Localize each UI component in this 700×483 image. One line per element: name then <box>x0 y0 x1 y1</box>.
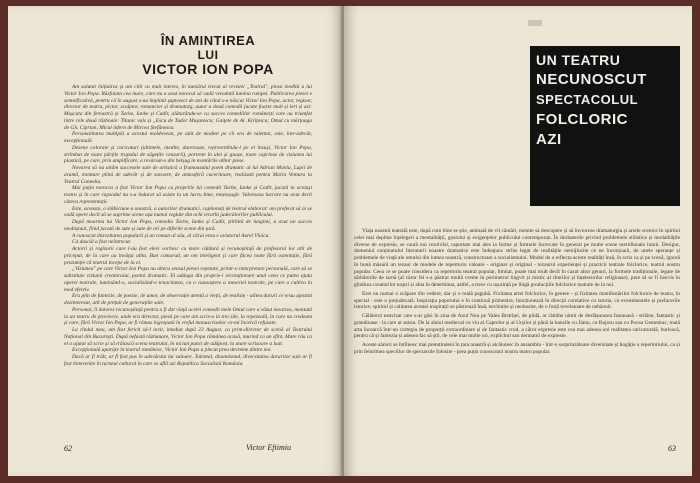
author-signature: Victor Eftimiu <box>246 443 291 452</box>
paper-stain <box>528 20 542 26</box>
paragraph: Este nu numai o scăpare din vedere, dar și o reală pagubă. Fixitatea artei folclorice, în genere - și fixitatea manifestărilor folclorice de teatru, în special - este o prejudecată. Inspirația poporului e în continuă primenire, funcționează în direcții corelative cu istoria, cu evenimentele și prefacerile istorice; spiritul și calitatea acestei inspirații se păstrează însă, neclintite și neobosite, de o forță revelatoare de nebănuit. <box>354 290 680 311</box>
heading-line-1: ÎN AMINTIREA <box>160 33 256 48</box>
paragraph: Mai puțin norocos a fost Victor Ion Popa cu propriile lui comedii Tache, Ianke și Cadîr, jucată la același teatru și în care rapsodul nu s-a îndurat să asiste la un lucru bine, meșteșugit. Valoroasa lucrare nu avut decît câteva reprezentații. <box>64 185 312 205</box>
paragraph: Viața noastră teatrală este, după cum bine se știe, animată de vii căutări, menite să descopere și să învioreze dramaturgia și artele scenice în spiritul celei mai depline înțelegeri a mentalității, gustului și exigențelor publicului contemporan. În dezbaterile privind problemele stilistice și modalitățile diverse de expresie, se caută noi rezolvări, raportate mai ales la forme și formule încercate în general pe multe scene meridionale lumii. Desigur, domeniul conținutului literaturii noastre dramatice este îndeajuns strîns legat de realitățile nemijlocite ce ne înconjoară, de unele speranțe și problemele de viață ale omului din lumea noastră, constructoare a socialismului. Modul de a reflecta aceste realități însă, în scris ca și pe scenă, ignoră în bună măsură un tezaur de modele de repertoriu valoare - originar și original - tezaurul experienței și practicii teatrale folclorice, teatrul nostru popular. Ceea ce se poate considera ca repertoriu teatral popular, limitat, poate mai mult decît în cazul altor genuri, la formele tradiționale, legate de sărbătorile de iarnă (al căror fel s-a păstrat multă vreme în perimetrul lingvit și mistic al riturilor și înțelesurilor religioase), pare să se fi înscris în gîndirea creatorilor noștri și abia în determinat, astfel, a trece cu ușurință pe lîngă producțiile folclorice teatrale de la noi. <box>354 228 680 288</box>
paragraph: Am salutat inițiativa și am citit cu mult interes, în numărul trecut al revistei „Teatrul", piesa inedită a lui Victor Ion Popa. Răsfoiam cea mare, care nu a avut norocul să vadă vreodată lumina rampei. Publicarea piesei e semnificativă, pentru că în august s-au împlinit șaptezeci de ani de când s-a născut Victor Ion Popa, actor, regizor, director de teatru, pictor, sculptor, romancier și dramaturg, autor a două comedii jucate foarte mult și ieri și azi: Mușcata din fereastră și Tache, Ianke și Cadîr, alăturându-se cu succes comediilor românești care au triumfat între cele două războaie: Titanic vals și „Escu de Tudor Mușatescu; Gaițele de Al. Kirițescu; Omul cu mârțoaga de Gh. Ciprian, Micul infern de Mircea Ștefănescu. <box>64 84 312 131</box>
heading-line-3: VICTOR ION POPA <box>142 61 274 77</box>
paragraph: Excepțională apariție în teatrul românesc, Victor Ion Popa a plecat prea devreme dintre noi. <box>72 347 272 354</box>
article-heading <box>118 34 298 76</box>
paragraph: Novarea să nu uităm succesele sale de artistică a frumoasului poem dramatic al lui Adrian Maniu, Lupii de aramă, montare plină de adevăr și de savoare, de atmosferă cuceritoare, realizată pentru Maria Ventura la Teatrul Comedia. <box>64 165 312 185</box>
headline-line-4: FOLCLORIC <box>536 111 628 128</box>
paragraph: Ca dascăl a fost neîntrecut. <box>72 239 132 246</box>
paragraph: Este, aceasta, o slăbiciune a noastră, a autorilor dramatici, capitonați de teatrul elaborat: am preferat să ni se vadă opere decît să se suprime scene așa numai reglate din ochi ierarhi judecătorilor publicului. <box>64 205 312 219</box>
paragraph: Personal, îl datorez recunoștință pentru a fi dat viață acelei comedii mele Omul care a văzut moartea, montată la un teatru de provincie, unde era director, piesă pe care am scris-o în trei zile, la repezeală, în care nu credeam și care, fără Victor Ion Popa, ar fi rămas îngropată în vreful manuscriselor ce-mi încercă refuzate. <box>64 306 312 327</box>
paragraph: Era plin de fantezie, de poezie, de umor, de observație atentă a vieții, de realism - atîtea daruri ce erau apostat dezinteresat, atît de prețuit de generațiile sale. <box>64 293 312 306</box>
headline-line-3: SPECTACOLUL <box>536 92 639 107</box>
right-page <box>344 6 692 476</box>
paragraph: Personalitatea multiplă a acestui moldovean, pe atât de modest pe cît era de talentat, este, într-adevăr, excepțională. <box>64 131 312 144</box>
paragraph: „Viziunea" pe care Victor Ion Popa nu altera sensul piesei repetate, printr-o interpretare personală, care să se substituie viziunii creatorului, poetul dramatic. El adăuga din proprie-i recreaționare unul ceea ce putea ajuta operei teatrale, luminând-o, socializând-o tenacitatea, cu o cunoaștere a meseriei teatrale, pe care o cultiva în mod efectiv. <box>64 266 312 293</box>
article-headline-box <box>530 46 680 206</box>
left-article-body <box>64 84 312 436</box>
paragraph: Actorii și regizorii care l-au fost elevi vorbesc cu mare căldură și recunoștință de profesorul lor atît de priceput, de la care au învățat atîta. Bun camarad, un om inteligent și care făcea toate fără ostentație, fără prezumție că teatrul începe de la el. <box>64 246 312 266</box>
headline-line-5: AZI <box>536 131 562 148</box>
heading-line-2: LUI <box>197 48 219 62</box>
left-page <box>8 6 342 476</box>
headline-line-1: UN TEATRU <box>536 52 621 68</box>
paragraph: După moartea lui Victor Ion Popa, comedia Tache, Ianke și Cadîr, știrbită de lungimi, a avut un succes neobișnuit, fiind jucată de sute și sute de ori pe diferite scene din țară. <box>64 219 312 232</box>
paragraph: Aceste alaiuri se întîlnesc mai pretutindeni în țara noastră și alcătuiesc în ansamblu - într-o surprinzătoare diversitate și bogăție a repertoriului, ca și prin felurimea speciilor de spectacole folosite - prea puțin cunoscutul nostru teatru popular. <box>354 342 680 355</box>
paragraph: Desene colorate și caricaturi (ultimele, inedite, dureroase, reprezentîndu-l pe el însuși, Victor Ion Popa, strîmbat de toate părțile trupului de săgețile cenzurii), portrete în ulei și guașe, toate cuprinse de viziunea lui plastică, pe care, prin amplificare, a revărsat-o din belșug în montările atîtor piese. <box>64 144 312 165</box>
paragraph: A cunoscut dezvoltarea populară și un roman al său, al cărui erou e aviatorul Aurel Vlaicu. <box>72 232 270 239</box>
right-article-body <box>354 228 680 440</box>
paragraph: La rîndul meu, am fost fericit să-l invit, imediat după 23 August, ca prim-director de scenă al Teatrului Național din București. După nefastă răzbunare, Victor Ion Popa rămânea acasă, murind ca un sfînt. Mare rău ca el a ajutat să scrie și să trăiască scena teatrului, în niciun punct de adăpost, la atare scrisoare a luat. <box>64 327 312 347</box>
paragraph: Călătorul neavizat care s-ar găsi în ziua de Anul Nou pe Valea Bistriței, de pildă, ar rămîne uimit de desfășurarea fastuoasă - străine, fantastic și grandioase - la care ar asista. De la alaiul medieval cu viu al Caprelor și al Urșilor și până la banzile cu Jianu, cu Bujoru sau cu Pocea Gemeniuc, toată arta încearcă într-un cortegiu de proporții extraordinare și de fantastic crud, a căror expresie este cea mai adesea oni realitatea caricaturală, burlescă, pentru că și fantezia și adesea fac să ştii, de cele mai multe ori, explicitul sau derutatul de expresie. <box>354 313 680 340</box>
headline-line-2: NECUNOSCUT <box>536 71 647 88</box>
page-number-right: 63 <box>668 444 676 453</box>
paragraph: Dacă ar fi trăit, ar fi fost pus în adevărata lui valoare. Talentul, dinamismul, diversitatea darurilor sale ar fi fost binevenite în turneul cultural în care se află azi Republica Socialistă România. <box>64 354 312 367</box>
page-number-left: 62 <box>64 444 72 453</box>
